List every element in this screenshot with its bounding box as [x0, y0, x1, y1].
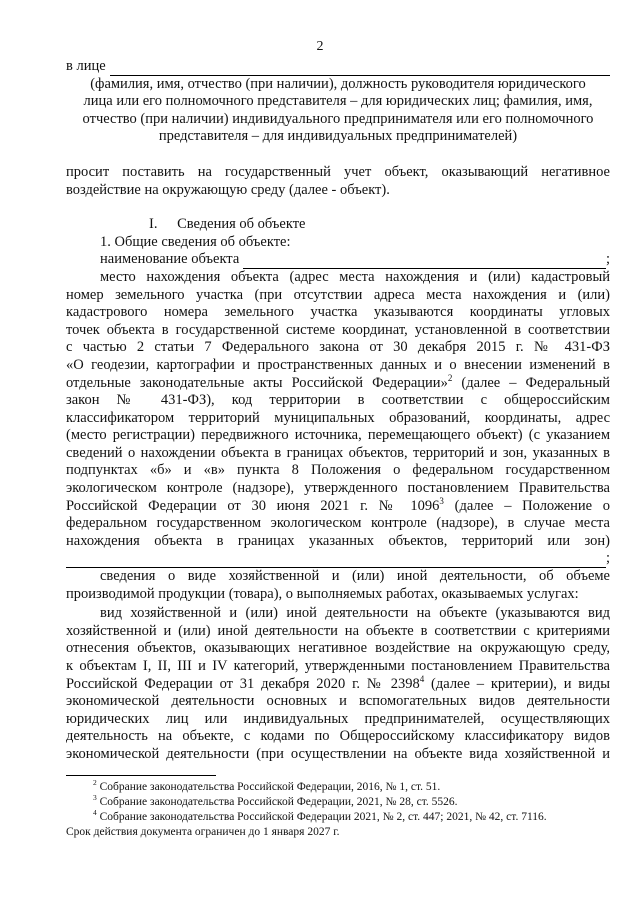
- representative-line: [66, 58, 610, 76]
- caption-line: лица или его полномочного представителя – для юридических лиц; фамилия, имя,: [83, 93, 593, 110]
- text-line: кадастрового номера земельного участка указываются координаты угловых: [66, 304, 610, 321]
- text-line: Российской Федерации от 30 июня 2021 г. № 1096$^3$ (далее – Положение о: [66, 495, 610, 514]
- representative-label: в лице: [66, 58, 106, 74]
- text-line: сведения о виде хозяйственной и (или) иной деятельности, об объеме: [100, 568, 610, 585]
- document-body: [66, 58, 610, 764]
- text-line: юридических лиц или индивидуальных предпринимателей, осуществляющих: [66, 710, 610, 727]
- text-line: закон № 431-ФЗ), код территории в соответствии с общероссийским: [66, 392, 610, 409]
- request-line-1: просит поставить на государственный учет объект, оказывающий негативное: [66, 163, 610, 180]
- page-number: 2: [316, 39, 324, 54]
- text-line: отнесения объектов, оказывающих негативное воздействие на окружающую среду,: [66, 640, 610, 657]
- footnote-number: 4: [93, 808, 97, 818]
- footnote-ref: 2: [447, 372, 453, 383]
- text-line: экономической деятельности (при осуществлении на объекте вида хозяйственной и: [66, 745, 610, 762]
- text-line: нахождения объекта в границах указанных объектов, территорий или зон): [66, 532, 610, 549]
- location-blank-line: [66, 550, 610, 568]
- section-title: Сведения об объекте: [177, 216, 306, 233]
- request-line-2: воздействие на окружающую среду (далее - объект).: [66, 181, 390, 198]
- text-line: хозяйственной и (или) иной деятельности на объекте в соответствии с критериями: [66, 622, 610, 639]
- text-line: вид хозяйственной и (или) иной деятельности на объекте (указываются вид: [100, 605, 610, 622]
- footnote-rule: [66, 775, 216, 776]
- text-line: федеральном государственном экологическом контроле (надзоре), в случае места: [66, 515, 610, 532]
- text-line: подпунктах «б» и «в» пункта 8 Положения о федеральном государственном: [66, 462, 610, 479]
- text-line: с частью 2 статьи 7 Федерального закона от 30 декабря 2015 г. № 431-ФЗ: [66, 339, 610, 356]
- text-line: точек объекта в государственной системе координат, установленной в соответствии: [66, 321, 610, 338]
- validity-note: Срок действия документа ограничен до 1 января 2027 г.: [66, 826, 340, 838]
- text-line: экологическом контроле (надзоре), утвержденного постановлением Правительства: [66, 480, 610, 497]
- object-name-line: [66, 251, 610, 269]
- footnote: $^2$ Собрание законодательства Российской Федерации, 2016, № 1, ст. 51.: [93, 778, 441, 793]
- text-line: сведений о нахождении объекта в границах объектов, территорий и зон, указанных в: [66, 444, 610, 461]
- section-number: I.: [149, 216, 158, 233]
- activity-type-paragraph: [66, 605, 610, 763]
- footnote-number: 3: [93, 793, 97, 803]
- text-line: экономической деятельности основных и вспомогательных видов деятельности: [66, 693, 610, 710]
- text-line: Российской Федерации от 31 декабря 2020 г. № 2398$^4$ (далее – критерии), и виды: [66, 673, 610, 692]
- object-name-terminator: ;: [605, 251, 610, 268]
- footnotes: [66, 780, 610, 840]
- location-blank: [66, 554, 606, 568]
- footnote-ref: 4: [419, 673, 425, 684]
- text-line: классификатором территорий муниципальных образований, координаты, адрес: [66, 409, 610, 426]
- footnote: $^3$ Собрание законодательства Российской Федерации, 2021, № 28, ст. 5526.: [93, 793, 458, 808]
- representative-caption: [66, 76, 610, 146]
- footnote-list: [66, 780, 610, 825]
- text-line: (место регистрации) передвижного источника, перемещающего объект) (с указанием: [66, 427, 610, 444]
- caption-line: (фамилия, имя, отчество (при наличии), должность руководителя юридического: [90, 75, 586, 92]
- object-name-label: наименование объекта: [100, 251, 240, 268]
- location-terminator: ;: [605, 550, 610, 567]
- activity-info-paragraph: [66, 568, 610, 603]
- footnote-number: 2: [93, 778, 97, 788]
- text-line: «О геодезии, картографии и пространственных данных и о внесении изменений в: [66, 356, 610, 373]
- text-line: к объектам I, II, III и IV категорий, утвержденными постановлением Правительства: [66, 658, 610, 674]
- text-line: место нахождения объекта (адрес места нахождения и (или) кадастровый: [100, 268, 610, 285]
- footnote: $^4$ Собрание законодательства Российской Федерации 2021, № 2, ст. 447; 2021, № 42, ст. 7116.: [93, 808, 547, 823]
- text-line: отдельные законодательные акты Российской Федерации»$^2$ (далее – Федеральный: [66, 372, 610, 391]
- text-line: номер земельного участка (при отсутствии адреса места нахождения и (или): [66, 286, 610, 303]
- general-info-subtitle: 1. Общие сведения об объекте:: [100, 233, 291, 250]
- text-line: деятельность на объекте, с кодами по Общероссийскому классификатору видов: [66, 728, 610, 745]
- object-name-blank: [243, 255, 606, 269]
- section-heading: [66, 216, 610, 234]
- text-line: производимой продукции (товара), о выполняемых работах, оказываемых услугах:: [66, 585, 579, 602]
- caption-line: отчество (при наличии) индивидуального предпринимателя или его полномочного: [82, 110, 594, 127]
- footnote-ref: 3: [439, 495, 444, 506]
- representative-blank: [110, 62, 610, 76]
- location-paragraph: [66, 269, 610, 551]
- caption-line: представителя – для индивидуальных предпринимателей): [158, 128, 518, 145]
